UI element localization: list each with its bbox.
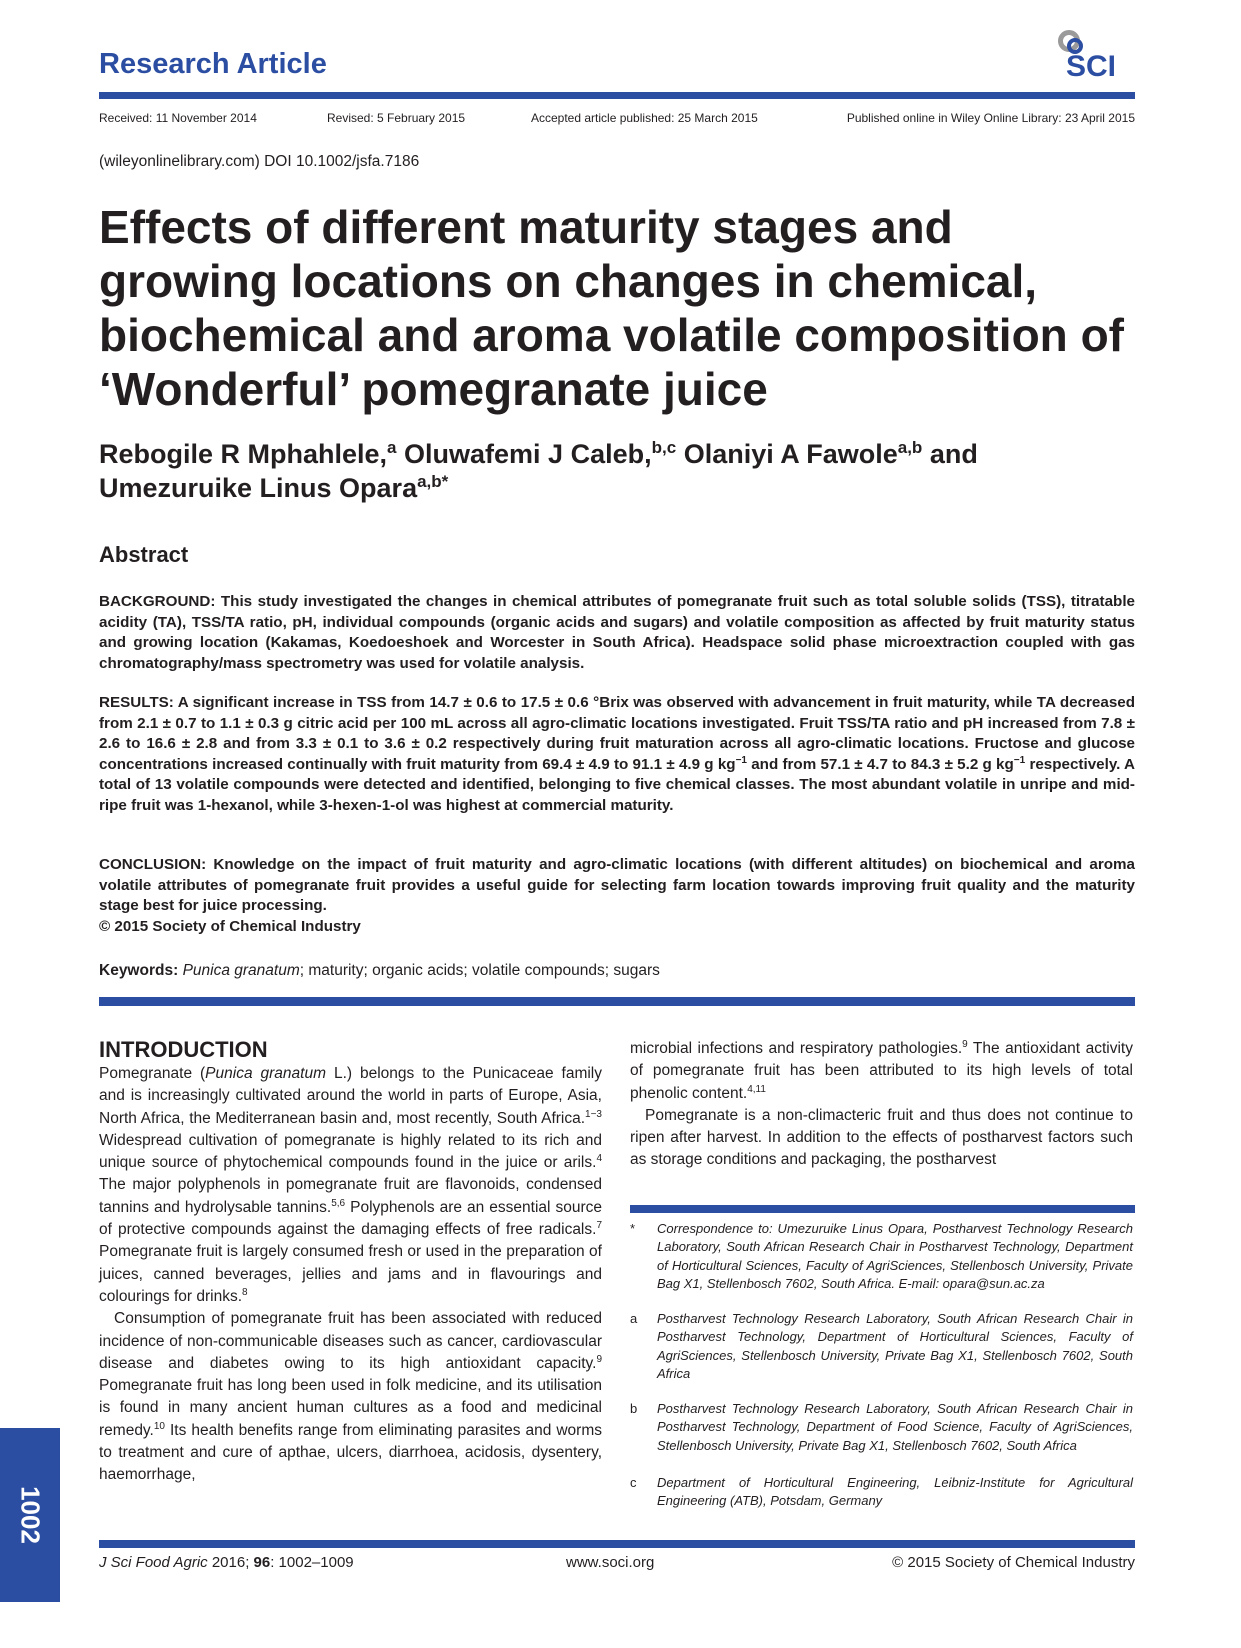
citation-ref[interactable]: 5,6 [331,1197,346,1209]
paragraph-text: The antioxidant activity of pomegranate fruit has been attributed to its high levels of total phenolic content. [630,1040,1133,1102]
paragraph-text: Consumption of pomegranate fruit has been associated with reduced incidence of non-communicable diseases such as cancer, cardiovascular disease and diabetes owing to its high antioxidant capacity. [99,1310,602,1372]
abstract-results [99,693,1135,817]
footer-rule [99,1540,1135,1548]
intro-paragraph [99,1308,602,1486]
paragraph-text: Pomegranate fruit is largely consumed fresh or used in the preparation of juices, canned beverages, jellies and jams and in flavourings and colourings for drinks. [99,1243,602,1305]
footnote-text: Correspondence to: Umezuruike Linus Opara, Postharvest Technology Research Laboratory, South African Research Chair in Postharvest Technology, Department of Horticultural Sciences, Faculty of AgriSciences, Stellenbosch University, Private Bag X1, Stellenbosch 7602, South Africa. E-mail: opara@sun.ac.za [657,1221,1133,1291]
results-text: and from 57.1 ± 4.7 to 84.3 ± 5.2 g kg [746,755,1014,773]
left-column [99,1063,602,1487]
results-text: RESULTS: A significant increase in TSS from 14.7 ± 0.6 to 17.5 ± 0.6 °Brix was observed with advancement in fruit maturity, while TA decreased from 2.1 ± 0.7 to 1.1 ± 0.3 g citric acid per 100 mL across all agro-climatic locations investigated. Fruit TSS/TA ratio and pH increased from 7.8 ± 2.6 to 16.6 ± 2.8 and from 3.3 ± 0.1 to 3.6 ± 0.2 respectively during fruit maturation across all agro-climatic locations. Fructose and glucose concentrations increased continually with fruit maturity from 69.4 ± 4.9 to 91.1 ± 4.9 g kg [99,694,1135,773]
article-title: Effects of different maturity stages and growing locations on changes in chemical, biochemical and aroma volatile composition of ‘Wonderful’ pomegranate juice [99,201,1124,415]
affiliation-note-b [630,1400,1133,1458]
paragraph-text: The major polyphenols in pomegranate fruit are flavonoids, condensed tannins and hydrolysable tannins. [99,1176,602,1216]
received-date: Received: 11 November 2014 [99,111,257,125]
paragraph-text: Polyphenols are an essential source of protective compounds against the damaging effects of free radicals. [99,1198,603,1239]
paragraph-text: L.) belongs to the Punicaceae family and is increasingly cultivated around the world in parts of Europe, Asia, North Africa, the Mediterranean basin and, most recently, South Africa. [99,1065,602,1127]
author-name: Rebogile R Mphahlele, [99,439,388,469]
intro-paragraph [99,1063,602,1308]
footnote-marker: c [630,1475,637,1490]
results-superscript: −1 [735,754,747,766]
abstract-background: BACKGROUND: This study investigated the changes in chemical attributes of pomegranate fruit such as total soluble solids (TSS), titratable acidity (TA), TSS/TA ratio, pH, individual compounds (organic acids and sugars) and volatile composition as affected by fruit maturity status and growing location (Kakamas, Koedoeshoek and Worcester in South Africa). Headspace solid phase microextraction coupled with gas chromatography/mass spectrometry was used for volatile analysis. [99,593,1135,672]
header-rule [99,92,1135,99]
footnote-marker: b [630,1401,638,1416]
correspondence-note [630,1220,1133,1296]
citation-ref[interactable]: 9 [596,1353,602,1365]
journal-name: J Sci Food Agric [99,1554,208,1571]
abstract-rule [99,997,1135,1006]
footnote-text: Department of Horticultural Engineering, Leibniz-Institute for Agricultural Engineering (ATB), Potsdam, Germany [657,1475,1133,1509]
conclusion-text: CONCLUSION: Knowledge on the impact of fruit maturity and agro-climatic locations (with different altitudes) on biochemical and aroma volatile attributes of pomegranate fruit provides a useful guide for selecting farm location towards improving fruit quality and the maturity stage best for juice processing. [99,856,1135,915]
citation-ref[interactable]: 8 [242,1286,248,1298]
results-superscript: −1 [1013,754,1026,766]
doi-line[interactable]: (wileyonlinelibrary.com) DOI 10.1002/jsfa.7186 [99,153,420,170]
author-list [99,437,1139,505]
author-affiliation: a,b* [417,472,449,491]
paragraph-text: Widespread cultivation of pomegranate is highly related to its rich and unique source of phytochemical compounds found in the juice or arils. [99,1131,602,1172]
keywords-list: ; maturity; organic acids; volatile compounds; sugars [299,962,660,979]
footer-copyright: © 2015 Society of Chemical Industry [892,1554,1135,1571]
species-name: Punica granatum [205,1065,326,1082]
journal-volume: 96 [253,1554,271,1571]
citation-ref[interactable]: 7 [596,1219,602,1231]
accepted-date: Accepted article published: 25 March 2015 [531,111,758,125]
abstract-conclusion [99,855,1135,937]
revised-date: Revised: 5 February 2015 [327,111,466,125]
citation-ref[interactable]: 9 [962,1038,968,1050]
keyword-species: Punica granatum [182,962,300,979]
affiliation-note-a [630,1310,1133,1386]
page-number: 1002 [15,1486,46,1544]
intro-paragraph [630,1105,1133,1172]
paragraph-text: Pomegranate ( [99,1065,206,1082]
results-text: respectively. A total of 13 volatile compounds were detected and identified, belonging to five chemical classes. The most abundant volatile in unripe and mid-ripe fruit was 1-hexanol, while 3-hexen-1-ol was highest at commercial maturity. [99,755,1136,814]
paragraph-text: Its health benefits range from eliminating parasites and worms to treatment and cure of apthae, ulcers, diarrhoea, acidosis, dysentery, haemorrhage, [99,1421,602,1484]
author-conjunction: and [929,439,978,469]
citation-ref[interactable]: 4,11 [747,1083,766,1095]
published-date: Published online in Wiley Online Library: 23 April 2015 [846,111,1135,125]
page-number-tab [0,1428,60,1602]
citation-ref[interactable]: 10 [153,1420,165,1432]
footnote-marker: * [630,1221,636,1236]
abstract-copyright: © 2015 Society of Chemical Industry [99,917,361,935]
paragraph-text: microbial infections and respiratory pathologies. [630,1040,963,1057]
affiliation-note-c [630,1474,1133,1514]
footnote-text: Postharvest Technology Research Laboratory, South African Research Chair in Postharvest Technology, Department of Horticultural Sciences, Faculty of AgriSciences, Stellenbosch University, Private Bag X1, Stellenbosch 7602, South Africa [657,1311,1133,1381]
intro-paragraph [630,1038,1133,1105]
author-name: Oluwafemi J Caleb, [404,439,652,469]
author-affiliation: a,b [897,438,923,457]
paragraph-text: Pomegranate is a non-climacteric fruit and thus does not continue to ripen after harvest. In addition to the effects of postharvest factors such as storage conditions and packaging, the postharvest [630,1106,1133,1169]
section-label: Research Article [99,48,327,80]
introduction-heading: INTRODUCTION [99,1037,268,1062]
citation-ref[interactable]: 4 [596,1153,602,1165]
paragraph-text: Pomegranate fruit has long been used in folk medicine, and its utilisation is found in many ancient human cultures as a food and medicinal remedy. [99,1377,602,1439]
sci-logo [1054,28,1132,84]
footnote-marker: a [630,1311,638,1326]
keywords [99,962,660,980]
right-column [630,1038,1133,1172]
author-name: Olaniyi A Fawole [683,439,898,469]
keywords-label: Keywords: [99,962,179,979]
journal-pages: : 1002–1009 [270,1554,354,1571]
society-url[interactable]: www.soci.org [566,1554,655,1571]
author-affiliation: b,c [651,438,677,457]
author-name: Umezuruike Linus Opara [99,473,418,503]
footnote-text: Postharvest Technology Research Laboratory, South African Research Chair in Postharvest Technology, Department of Food Science, Faculty of AgriSciences, Stellenbosch University, Private Bag X1, Stellenbosch 7602, South Africa [657,1401,1133,1453]
abstract-heading: Abstract [99,542,189,567]
journal-year: 2016; [207,1554,254,1571]
journal-citation [99,1554,354,1571]
author-affiliation: a [387,438,397,457]
citation-ref[interactable]: 1−3 [585,1108,602,1120]
logo-text: SCI [1066,50,1117,83]
footnote-rule [630,1205,1135,1213]
